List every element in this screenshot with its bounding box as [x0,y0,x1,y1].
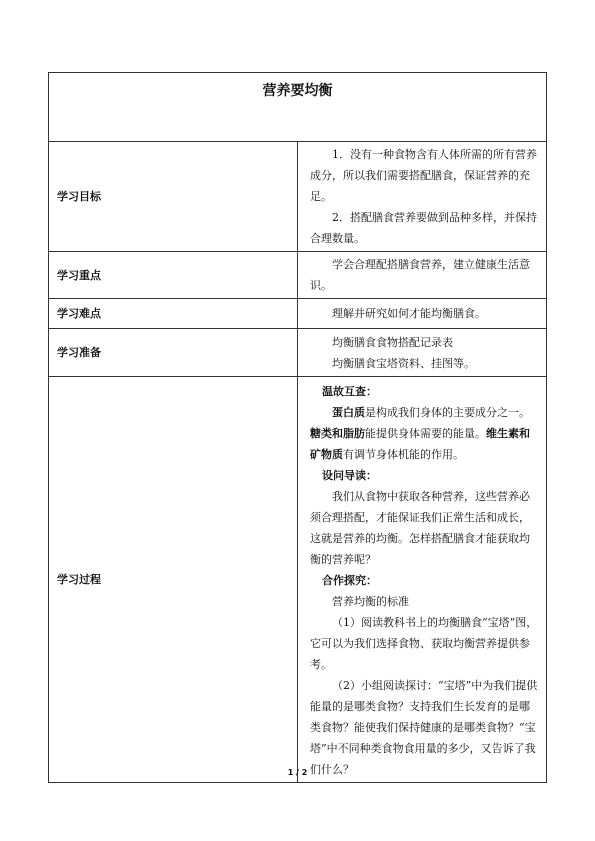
content-difficulties [298,299,547,329]
coop-item-2: （2）小组阅读探讨：“宝塔”中为我们提供能量的是哪类食物？支持我们生长发育的是哪类食物？能使我们保持健康的是哪类食物？“宝塔”中不同种类食物食用量的多少，又告诉了我们什么？ [310,679,538,776]
term-carbs-fats: 糖类和脂肪 [310,427,365,440]
page-number: 1 / 2 [287,768,308,777]
label-learning-goals: 学习目标 [49,142,298,252]
row-learning-goals [49,142,547,252]
term-vitamins-minerals: 维生素和矿物质 [310,427,530,461]
coop-heading: 合作探究： [322,574,377,587]
content-process [298,377,547,783]
row-preparation [49,329,547,377]
key-points-text: 学会合理配搭膳食营养，建立健康生活意识。 [310,258,530,292]
review-text-3: 有调节身体机能的作用。 [343,448,464,461]
lesson-plan-table [48,72,547,783]
review-text-2: 能提供身体需要的能量。 [365,427,486,440]
coop-subheading: 营养均衡的标准 [332,595,409,608]
guide-paragraph: 我们从食物中获取各种营养，这些营养必须合理搭配，才能保证我们正常生活和成长，这就是营养的均衡。怎样搭配膳食才能获取均衡的营养呢？ [310,490,530,566]
row-key-points [49,252,547,299]
goal-item-2: 2．搭配膳食营养要做到品种多样，并保持合理数量。 [310,211,537,245]
row-difficulties [49,299,547,329]
row-process [49,377,547,783]
term-protein: 蛋白质 [332,406,365,419]
content-learning-goals [298,142,547,252]
review-heading: 温故互查： [322,385,377,398]
label-preparation: 学习准备 [49,329,298,377]
prep-item-2: 均衡膳食宝塔资料、挂图等。 [332,356,475,370]
prep-item-1: 均衡膳食食物搭配记录表 [332,335,453,349]
guide-heading: 设问导读： [322,469,377,482]
lesson-plan-sheet [48,72,547,783]
content-preparation [298,329,547,377]
goal-item-1: 1．没有一种食物含有人体所需的所有营养成分，所以我们需要搭配膳食，保证营养的充足。 [310,148,537,203]
review-text-1: 是构成我们身体的主要成分之一。 [365,406,530,419]
review-paragraph [310,402,538,465]
page-title: 营养要均衡 [49,73,547,142]
content-key-points [298,252,547,299]
label-process: 学习过程 [49,377,298,783]
difficulties-text: 理解并研究如何才能均衡膳食。 [332,307,486,320]
label-difficulties: 学习难点 [49,299,298,329]
coop-item-1: （1）阅读教科书上的均衡膳食“宝塔”图，它可以为我们选择食物、获取均衡营养提供参考。 [310,616,538,671]
label-key-points: 学习重点 [49,252,298,299]
